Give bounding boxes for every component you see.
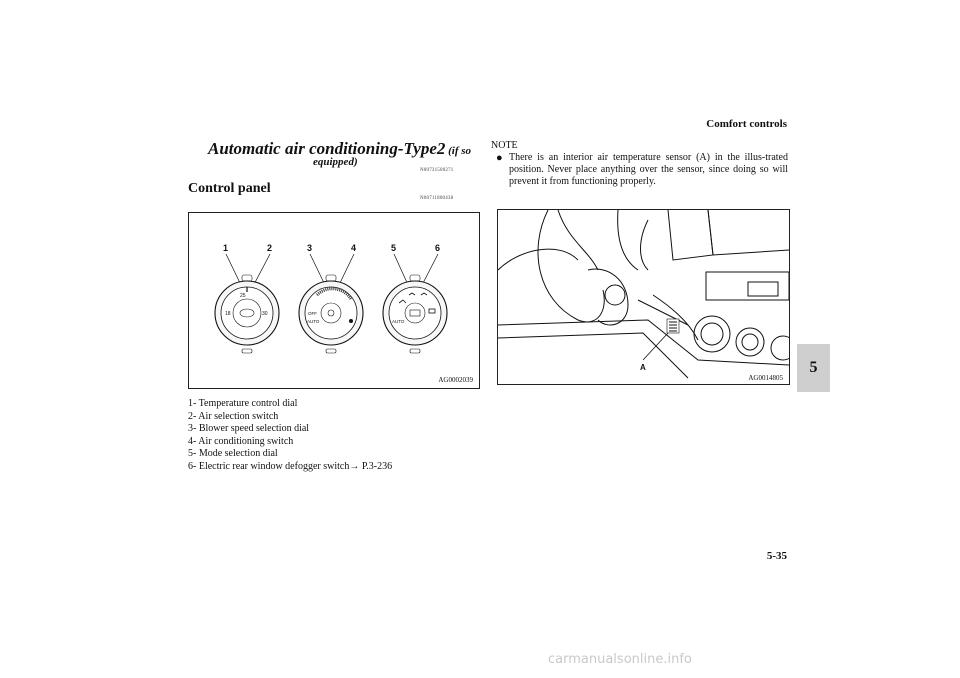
list-item: 5- Mode selection dial: [188, 448, 278, 459]
callout-1: 1: [223, 243, 229, 253]
temperature-dial: [215, 275, 279, 353]
sensor-figure: [497, 209, 790, 385]
list-item: 6- Electric rear window defogger switch→ P.3-236: [188, 460, 393, 472]
note-bullet: ●: [496, 152, 503, 164]
note-text: There is an interior air temperature sensor (A) in the illus-trated position. Never place anything over the sensor, since doing so will prevent it from functioning properly.: [509, 152, 788, 187]
callout-2: 2: [267, 243, 273, 253]
temp-mid-label: 25: [240, 293, 246, 299]
section-title-main: Automatic air conditioning-Type2: [208, 139, 446, 158]
list-item: 2- Air selection switch: [188, 410, 279, 422]
temp-high-label: 30: [262, 311, 268, 317]
blower-dial: [299, 275, 363, 353]
list-item: 3- Blower speed selection dial: [188, 423, 310, 434]
auto-label-2: AUTO: [392, 319, 405, 324]
control-panel-illustration: [189, 213, 479, 388]
list-item: 4- Air conditioning switch: [188, 435, 294, 447]
callout-4: 4: [351, 243, 357, 253]
control-panel-heading: Control panel: [188, 181, 271, 196]
page-number: 5-35: [766, 550, 787, 562]
section-title-suffix: (if so: [445, 145, 472, 157]
auto-label-1: AUTO: [307, 319, 320, 324]
callout-6: 6: [435, 243, 441, 253]
section-title-line2: equipped): [313, 156, 358, 168]
note-body: [496, 152, 788, 188]
watermark: carmanualsonline.info: [548, 652, 692, 667]
callout-5: 5: [391, 243, 397, 253]
list-item: 1- Temperature control dial: [188, 398, 298, 409]
off-label: OFF: [308, 311, 317, 316]
running-header: Comfort controls: [706, 118, 787, 130]
figure-id-sensor: AG0014805: [748, 374, 783, 382]
section-code: N00731500271: [420, 168, 454, 173]
control-panel-figure: [188, 212, 480, 389]
chapter-tab: 5: [797, 344, 830, 392]
callout-3: 3: [307, 243, 313, 253]
control-panel-code: N00711800438: [420, 196, 454, 201]
sensor-illustration: [498, 210, 789, 384]
figure-id-control-panel: AG0002039: [438, 376, 473, 384]
note-title: NOTE: [491, 140, 518, 151]
callout-a: A: [640, 363, 646, 372]
control-panel-items: [188, 398, 392, 473]
mode-dial: [383, 275, 447, 353]
temp-low-label: 18: [225, 311, 231, 317]
